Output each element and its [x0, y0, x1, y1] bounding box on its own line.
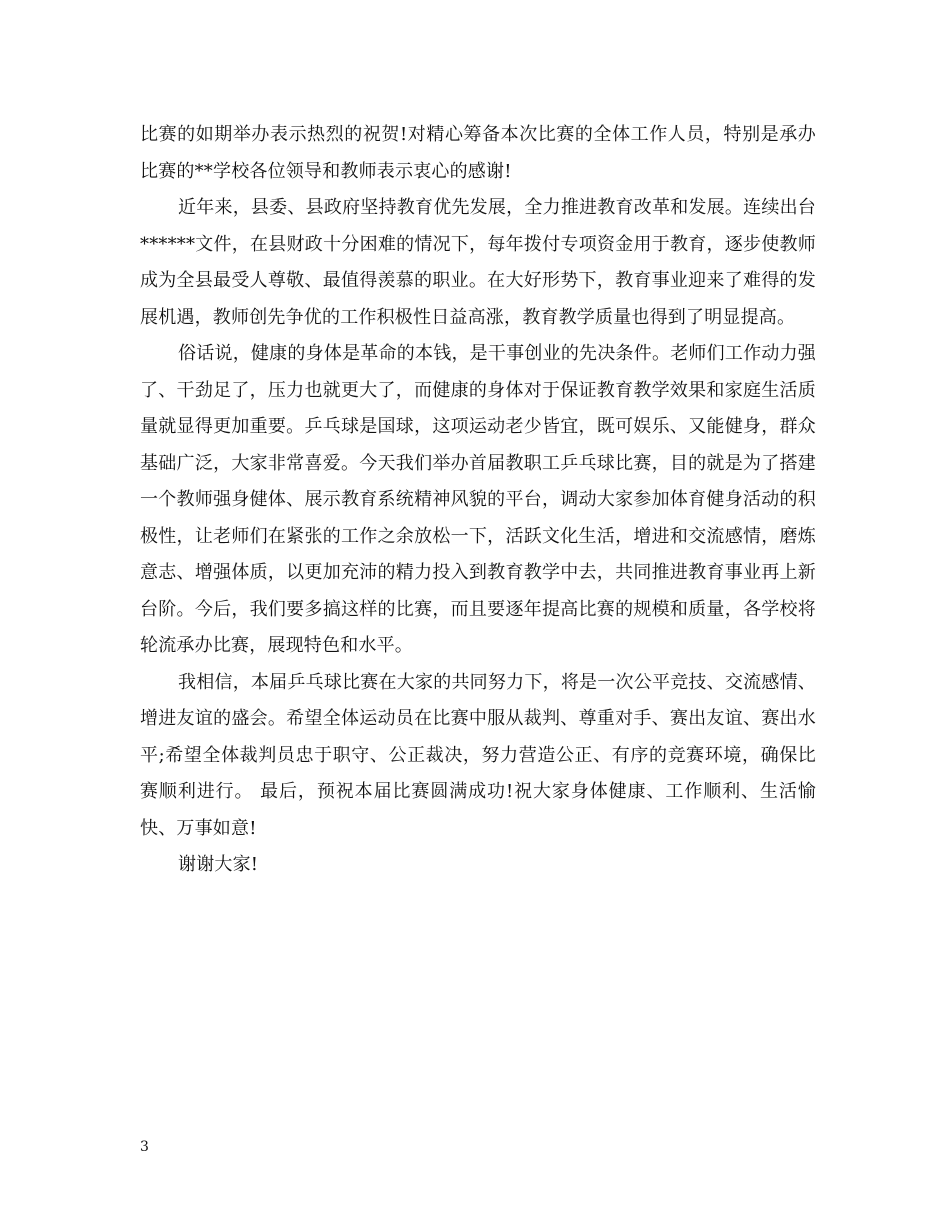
document-body: [140, 117, 816, 884]
page-number: 3: [140, 1139, 149, 1155]
paragraph-5-closing: 谢谢大家!: [178, 854, 259, 875]
paragraph-4: 我相信，本届乒乓球比赛在大家的共同努力下，将是一次公平竞技、交流感情、增进友谊的盛会。希望全体运动员在比赛中服从裁判、尊重对手、赛出友谊、赛出水平;希望全体裁判员忠于职守、公正裁决，努力营造公正、有序的竞赛环境，确保比赛顺利进行。 最后，预祝本届比赛圆满成功!祝大家身体健康、工作顺利、生活愉快、万事如意!: [140, 671, 816, 839]
paragraph-3: 俗话说，健康的身体是革命的本钱，是干事创业的先决条件。老师们工作动力强了、干劲足了，压力也就更大了，而健康的身体对于保证教育教学效果和家庭生活质量就显得更加重要。乒乓球是国球，这项运动老少皆宜，既可娱乐、又能健身，群众基础广泛，大家非常喜爱。今天我们举办首届教职工乒乓球比赛，目的就是为了搭建一个教师强身健体、展示教育系统精神风貌的平台，调动大家参加体育健身活动的积极性，让老师们在紧张的工作之余放松一下，活跃文化生活，增进和交流感情，磨炼意志、增强体质，以更加充沛的精力投入到教育教学中去，共同推进教育事业再上新台阶。今后，我们要多搞这样的比赛，而且要逐年提高比赛的规模和质量，各学校将轮流承办比赛，展现特色和水平。: [140, 343, 816, 656]
paragraph-1: 比赛的如期举办表示热烈的祝贺!对精心筹备本次比赛的全体工作人员，特别是承办比赛的**学校各位领导和教师表示衷心的感谢!: [140, 124, 816, 182]
paragraph-2: 近年来，县委、县政府坚持教育优先发展，全力推进教育改革和发展。连续出台******文件，在县财政十分困难的情况下，每年拨付专项资金用于教育，逐步使教师成为全县最受人尊敬、最值得羡慕的职业。在大好形势下，教育事业迎来了难得的发展机遇，教师创先争优的工作积极性日益高涨，教育教学质量也得到了明显提高。: [140, 197, 816, 328]
